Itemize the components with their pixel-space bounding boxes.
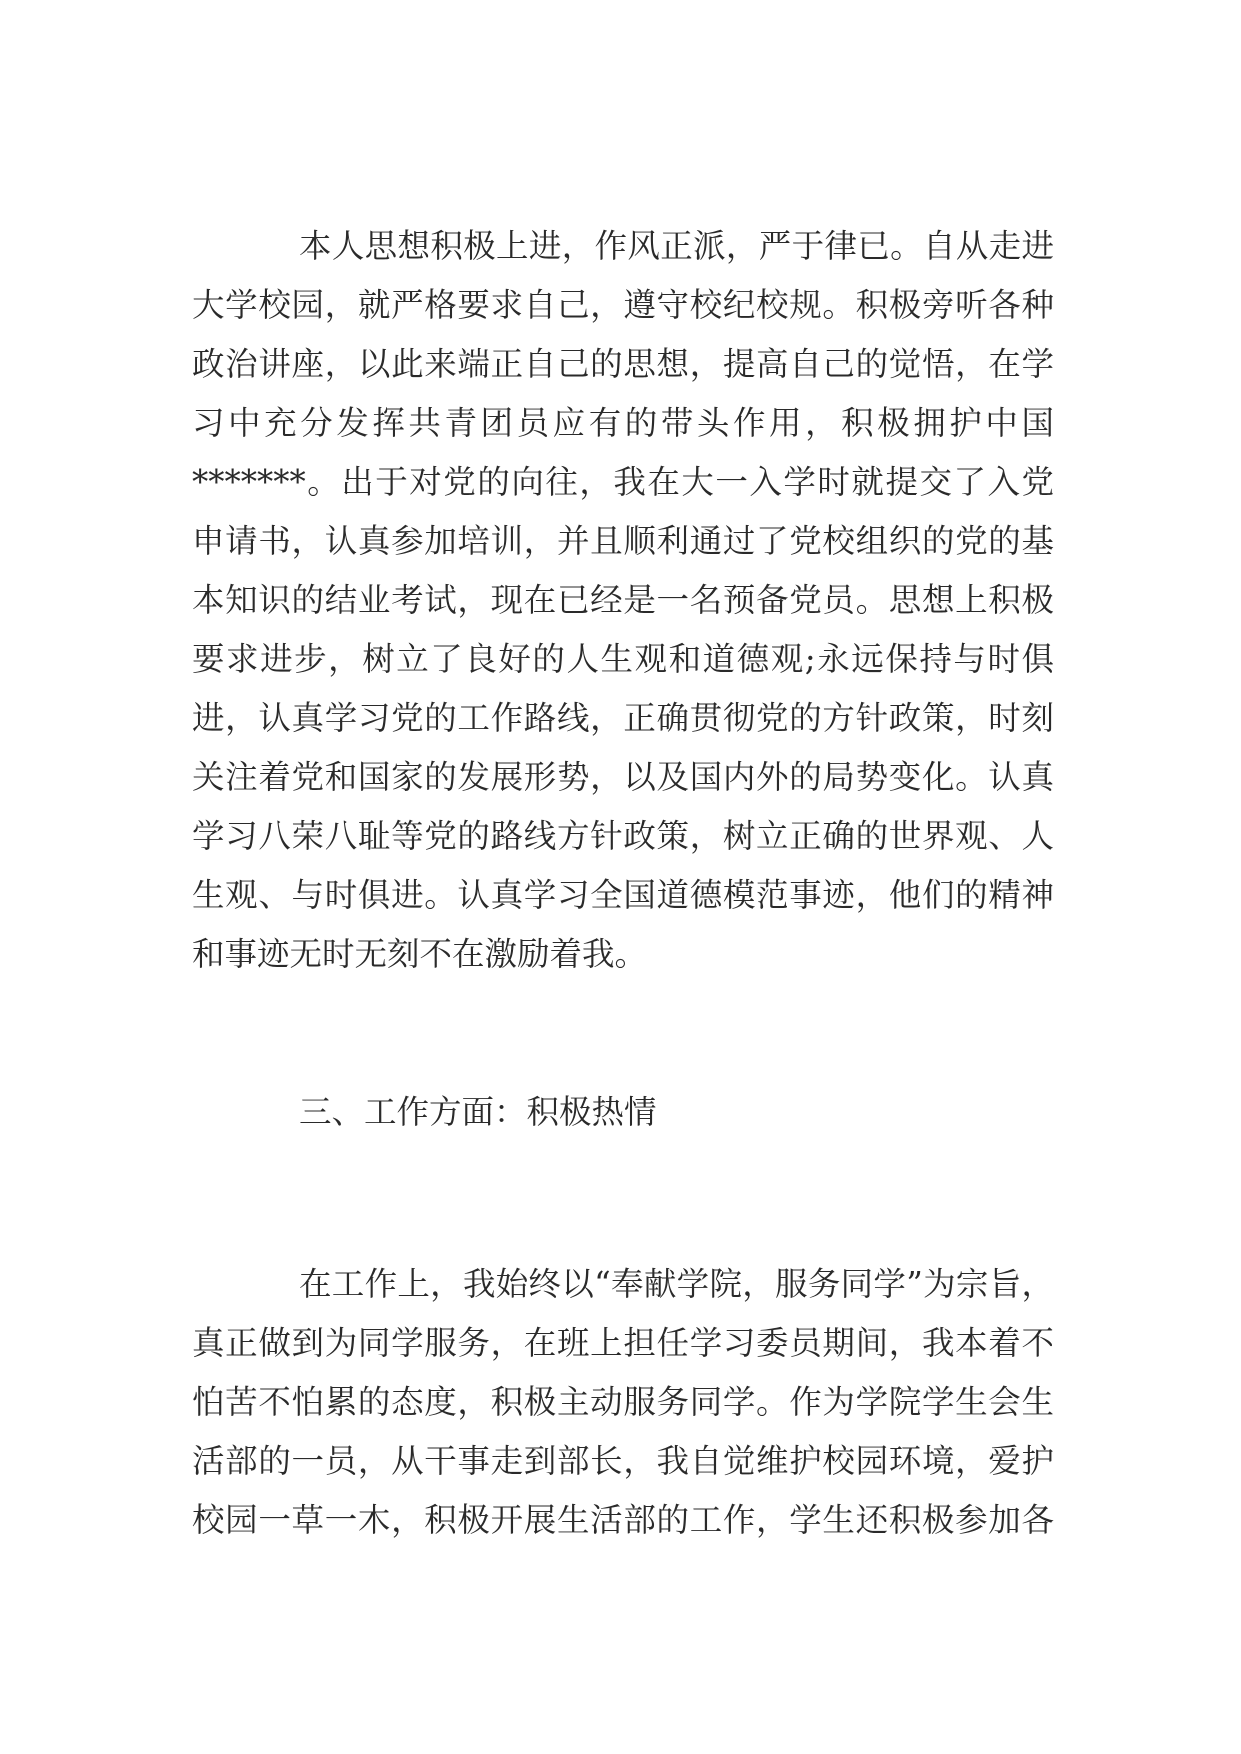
paragraph-line: 申请书，认真参加培训，并且顺利通过了党校组织的党的基	[192, 522, 1054, 560]
paragraph-line: 学习八荣八耻等党的路线方针政策，树立正确的世界观、人	[192, 817, 1054, 855]
paragraph-line: *******。出于对党的向往，我在大一入学时就提交了入党	[192, 463, 1054, 501]
paragraph-line: 进，认真学习党的工作路线，正确贯彻党的方针政策，时刻	[192, 699, 1054, 737]
paragraph-line: 本人思想积极上进，作风正派，严于律已。自从走进	[299, 227, 1054, 265]
paragraph-line: 关注着党和国家的发展形势，以及国内外的局势变化。认真	[192, 758, 1054, 796]
paragraph-line: 习中充分发挥共青团员应有的带头作用，积极拥护中国	[192, 404, 1054, 442]
paragraph-line: 校园一草一木，积极开展生活部的工作，学生还积极参加各	[192, 1501, 1054, 1539]
paragraph-line: 活部的一员，从干事走到部长，我自觉维护校园环境，爱护	[192, 1442, 1054, 1480]
paragraph-line: 和事迹无时无刻不在激励着我。	[192, 935, 648, 973]
paragraph-line: 在工作上，我始终以“奉献学院，服务同学”为宗旨，	[299, 1265, 1054, 1303]
paragraph-line: 政治讲座，以此来端正自己的思想，提高自己的觉悟，在学	[192, 345, 1054, 383]
paragraph-line: 真正做到为同学服务，在班上担任学习委员期间，我本着不	[192, 1324, 1054, 1362]
paragraph-line: 大学校园，就严格要求自己，遵守校纪校规。积极旁听各种	[192, 286, 1054, 324]
paragraph-line: 要求进步，树立了良好的人生观和道德观;永远保持与时俱	[192, 640, 1054, 678]
paragraph-line: 生观、与时俱进。认真学习全国道德模范事迹，他们的精神	[192, 876, 1054, 914]
paragraph-line: 本知识的结业考试，现在已经是一名预备党员。思想上积极	[192, 581, 1054, 619]
paragraph-line: 怕苦不怕累的态度，积极主动服务同学。作为学院学生会生	[192, 1383, 1054, 1421]
section-heading: 三、工作方面：积极热情	[299, 1093, 657, 1131]
